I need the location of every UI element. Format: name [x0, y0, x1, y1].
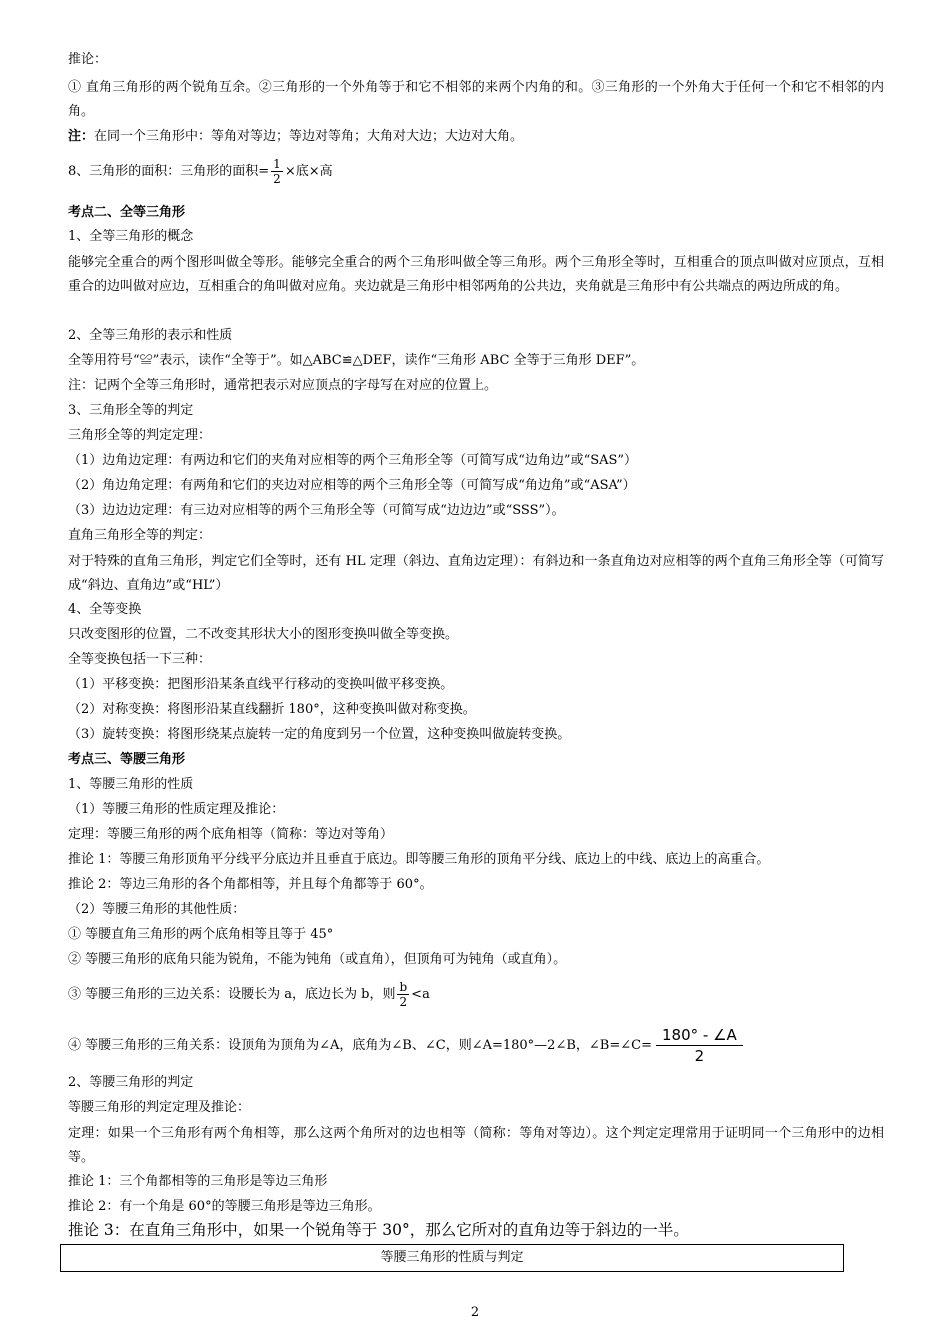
transform-reflection: （2）对称变换：将图形沿某直线翻折 180°，这种变换叫做对称变换。	[68, 702, 476, 717]
base-angles-theorem: 定理：等腰三角形的两个底角相等（简称：等边对等角）	[68, 827, 394, 842]
fraction-denominator: 2	[399, 995, 408, 1009]
hl-theorem: 对于特殊的直角三角形，判定它们全等时，还有 HL 定理（斜边、直角边定理）：有斜边和一条直角边对应相等的两个直角三角形全等（可简写成“斜边、直角边”或“HL”）	[68, 554, 884, 593]
section-heading-congruent: 考点二、全等三角形	[68, 205, 186, 220]
subheading-concept: 1、全等三角形的概念	[68, 229, 194, 244]
note-label: 注：	[68, 129, 95, 144]
fraction-numerator: b	[399, 980, 408, 994]
transform-translation: （1）平移变换：把图形沿某条直线平行移动的变换叫做平移变换。	[68, 677, 454, 692]
fraction-numerator: 1	[273, 157, 281, 171]
subheading-transform: 4、全等变换	[68, 602, 142, 617]
other-properties-heading: （2）等腰三角形的其他性质：	[68, 902, 246, 917]
note-text: 在同一个三角形中：等角对等边；等边对等角；大角对大边；大边对大角。	[94, 129, 524, 144]
fraction-b-over-2	[397, 980, 409, 1009]
area-formula-suffix: ×底×高	[284, 164, 333, 179]
property-3-suffix: <a	[411, 987, 430, 1002]
transform-definition: 只改变图形的位置，二不改变其形状大小的图形变换叫做全等变换。	[68, 627, 459, 642]
notation-note: 注：记两个全等三角形时，通常把表示对应顶点的字母写在对应的位置上。	[68, 378, 498, 393]
criteria-sss: （3）边边边定理：有三边对应相等的两个三角形全等（可简写成“边边边”或“SSS”）。	[68, 503, 565, 518]
property-1: ① 等腰直角三角形的两个底角相等且等于 45°	[68, 927, 334, 942]
criteria-corollary-1: 推论 1：三个角都相等的三角形是等边三角形	[68, 1174, 328, 1189]
page-number: 2	[470, 1305, 480, 1320]
inference-heading: 推论：	[68, 52, 108, 67]
inference-list: ① 直角三角形的两个锐角互余。②三角形的一个外角等于和它不相邻的来两个内角的和。③三角形的一个外角大于任何一个和它不相邻的内角。	[68, 80, 884, 119]
concept-paragraph: 能够完全重合的两个图形叫做全等形。能够完全重合的两个三角形叫做全等三角形。两个三角形全等时，互相重合的顶点叫做对应顶点，互相重合的边叫做对应边，互相重合的角叫做对应角。夹边就是三角形中相邻两角的公共边，夹角就是三角形中有公共端点的两边所成的角。	[68, 255, 884, 294]
corollary-1: 推论 1：等腰三角形顶角平分线平分底边并且垂直于底边。即等腰三角形的顶角平分线、底边上的中线、底边上的高重合。	[68, 852, 770, 867]
property-3-prefix: ③ 等腰三角形的三边关系：设腰长为 a，底边长为 b，则	[68, 987, 396, 1002]
table-caption-box: 等腰三角形的性质与判定	[60, 1244, 844, 1272]
fraction-denominator: 2	[273, 172, 281, 186]
subheading-notation: 2、全等三角形的表示和性质	[68, 328, 233, 343]
subheading-isosceles-properties: 1、等腰三角形的性质	[68, 777, 194, 792]
properties-theorem-heading: （1）等腰三角形的性质定理及推论：	[68, 802, 285, 817]
property-4-prefix: ④ 等腰三角形的三角关系：设顶角为顶角为∠A，底角为∠B、∠C，则∠A=180°—2∠B，∠B=∠C=	[68, 1038, 652, 1053]
criteria-corollary-3: 推论 3：在直角三角形中，如果一个锐角等于 30°，那么它所对的直角边等于斜边的一半。	[68, 1221, 689, 1239]
transform-intro: 全等变换包括一下三种：	[68, 652, 212, 667]
equal-angles-theorem: 定理：如果一个三角形有两个角相等，那么这两个角所对的边也相等（简称：等角对等边）。这个判定定理常用于证明同一个三角形中的边相等。	[68, 1126, 884, 1165]
fraction-half	[271, 157, 283, 186]
transform-rotation: （3）旋转变换：将图形绕某点旋转一定的角度到另一个位置，这种变换叫做旋转变换。	[68, 727, 571, 742]
notation-paragraph: 全等用符号“≌”表示，读作“全等于”。如△ABC≌△DEF，读作“三角形 ABC 全等于三角形 DEF”。	[68, 353, 645, 368]
criteria-intro: 三角形全等的判定定理：	[68, 428, 212, 443]
fraction-denominator: 2	[694, 1047, 705, 1065]
property-2: ② 等腰三角形的底角只能为锐角，不能为钝角（或直角），但顶角可为钝角（或直角）。	[68, 952, 567, 967]
criteria-theorem-heading: 等腰三角形的判定定理及推论：	[68, 1100, 251, 1115]
area-formula-prefix: 8、三角形的面积：三角形的面积=	[68, 164, 270, 179]
property-4	[68, 1024, 884, 1068]
section-heading-isosceles: 考点三、等腰三角形	[68, 752, 186, 767]
property-3	[68, 976, 884, 1014]
corollary-2: 推论 2：等边三角形的各个角都相等，并且每个角都等于 60°。	[68, 877, 433, 892]
subheading-isosceles-criteria: 2、等腰三角形的判定	[68, 1075, 194, 1090]
criteria-sas: （1）边角边定理：有两边和它们的夹角对应相等的两个三角形全等（可简写成“边角边”或“SAS”）	[68, 453, 638, 468]
right-triangle-intro: 直角三角形全等的判定：	[68, 528, 212, 543]
area-formula	[68, 154, 884, 190]
criteria-asa: （2）角边角定理：有两角和它们的夹边对应相等的两个三角形全等（可简写成“角边角”或“ASA”）	[68, 478, 636, 493]
fraction-angle-formula	[656, 1025, 743, 1066]
criteria-corollary-2: 推论 2：有一个角是 60°的等腰三角形是等边三角形。	[68, 1199, 381, 1214]
subheading-criteria: 3、三角形全等的判定	[68, 403, 194, 418]
note-line	[68, 127, 884, 147]
fraction-numerator: 180° - ∠A	[656, 1025, 743, 1046]
